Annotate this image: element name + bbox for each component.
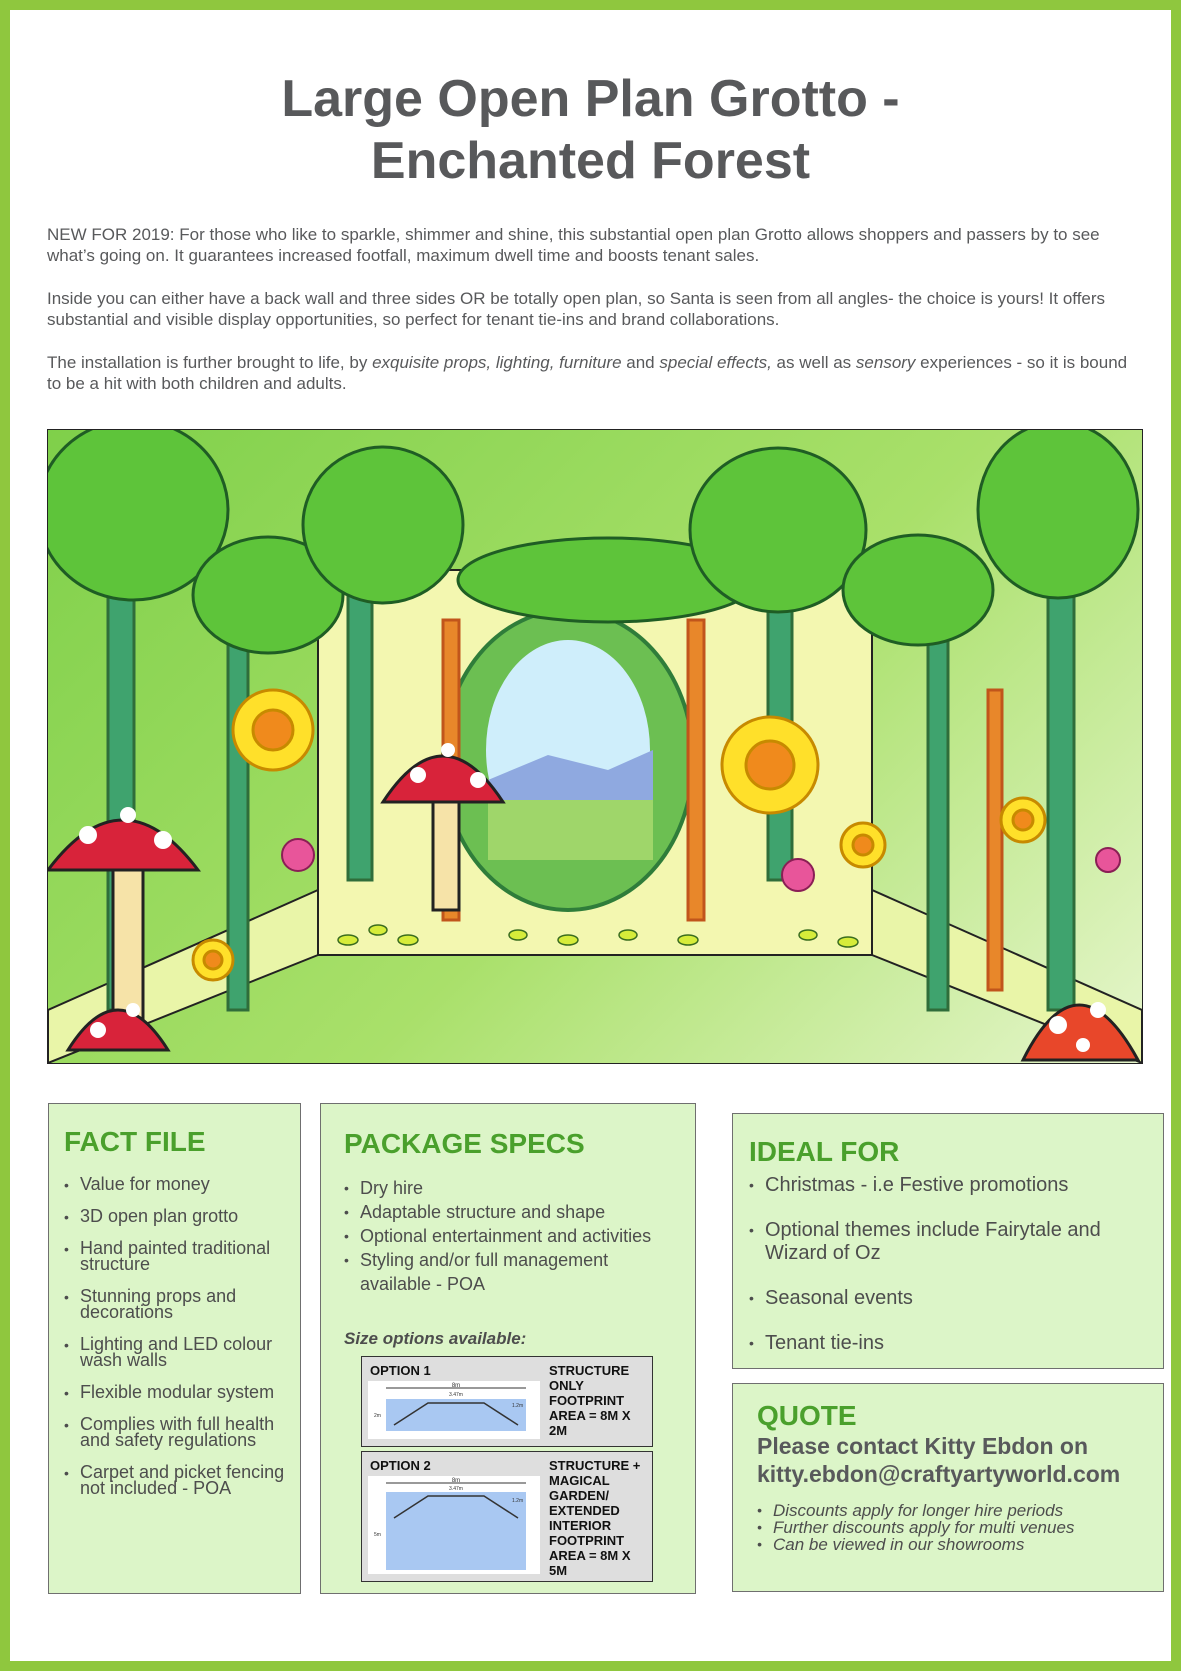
intro-italic-run: exquisite props, lighting, furniture [372, 353, 622, 372]
list-item: • Discounts apply for longer hire periods [757, 1502, 1157, 1519]
quote-panel [732, 1383, 1164, 1592]
intro-paragraph-3 [47, 352, 1137, 394]
list-item: • Styling and/or full management available - POA [344, 1248, 684, 1296]
list-item: • Further discounts apply for multi venues [757, 1519, 1157, 1536]
intro-text-run: and [621, 353, 660, 372]
size-option-2 [361, 1451, 653, 1582]
fact-file-list [64, 1176, 292, 1512]
intro-text-run: The installation is further brought to life, by [47, 353, 373, 372]
list-item: • Optional themes include Fairytale and Wizard of Oz [749, 1219, 1149, 1265]
list-item: • Stunning props and decorations [64, 1288, 292, 1320]
list-item: • 3D open plan grotto [64, 1208, 292, 1224]
plan-depth-label: 2m [374, 1413, 381, 1419]
fact-file-heading: FACT FILE [64, 1126, 206, 1157]
list-item: • Carpet and picket fencing not included - POA [64, 1464, 292, 1496]
page [10, 10, 1171, 1661]
intro-italic-run: special effects, [659, 353, 772, 372]
fact-file-panel [48, 1103, 301, 1594]
ideal-for-list [749, 1174, 1149, 1377]
option-description: STRUCTURE + MAGICAL GARDEN/ EXTENDED INTERIOR FOOTPRINT AREA = 8M X 5M [549, 1458, 641, 1578]
list-item: • Christmas - i.e Festive promotions [749, 1174, 1149, 1197]
list-item: • Can be viewed in our showrooms [757, 1536, 1157, 1553]
enchanted-forest-drawing [48, 430, 1142, 1063]
list-item: • Flexible modular system [64, 1384, 292, 1400]
plan-inner-label: 3.47m [449, 1486, 463, 1492]
contact-line: Please contact Kitty Ebdon on [757, 1433, 1088, 1459]
quote-notes-list [757, 1502, 1157, 1553]
intro-text-run: as well as [771, 353, 856, 372]
quote-heading: QUOTE [757, 1400, 857, 1431]
plan-side-label: 1.2m [512, 1403, 524, 1409]
plan-inner-label: 3.47m [449, 1392, 463, 1398]
ideal-for-heading: IDEAL FOR [749, 1136, 900, 1167]
contact-email-link[interactable]: kitty.ebdon@craftyartyworld.com [757, 1461, 1121, 1487]
size-option-1 [361, 1356, 653, 1447]
list-item: • Hand painted traditional structure [64, 1240, 292, 1272]
intro-paragraph-2: Inside you can either have a back wall and three sides OR be totally open plan, so Santa is seen from all angles- the choice is yours! It offers substantial and visible display opportunities, so perfect for tenant tie-ins and brand collaborations. [47, 289, 1106, 329]
intro-paragraph-1: NEW FOR 2019: For those who like to sparkle, shimmer and shine, this substantial open plan Grotto allows shoppers and passers by to see what’s going on. It guarantees increased footfall, maximum dwell time and boosts tenant sales. [47, 225, 1100, 265]
list-item: • Seasonal events [749, 1287, 1149, 1310]
option-label: OPTION 2 [370, 1458, 431, 1473]
plan-width-label: 8m [451, 1478, 461, 1484]
package-specs-panel [320, 1103, 696, 1594]
list-item: • Dry hire [344, 1176, 684, 1200]
plan-side-label: 1.2m [512, 1498, 524, 1504]
floor-plan-diagram [368, 1476, 540, 1574]
intro-italic-run: sensory [855, 353, 916, 372]
package-specs-list [344, 1176, 684, 1296]
ideal-for-panel [732, 1113, 1164, 1369]
size-options-title: Size options available: [344, 1329, 527, 1348]
contact-text [757, 1432, 1157, 1488]
title-line-2: Enchanted Forest [370, 132, 811, 190]
intro-text [47, 224, 1137, 416]
plan-width-label: 8m [451, 1383, 461, 1389]
page-title [10, 68, 1171, 192]
floor-plan-diagram [368, 1381, 540, 1439]
list-item: • Optional entertainment and activities [344, 1224, 684, 1248]
grotto-illustration [47, 429, 1143, 1064]
option-description: STRUCTURE ONLY FOOTPRINT AREA = 8M X 2M [549, 1363, 631, 1438]
plan-depth-label: 5m [374, 1532, 381, 1538]
list-item: • Adaptable structure and shape [344, 1200, 684, 1224]
package-specs-heading: PACKAGE SPECS [344, 1128, 585, 1159]
list-item: • Value for money [64, 1176, 292, 1192]
list-item: • Complies with full health and safety regulations [64, 1416, 292, 1448]
title-line-1: Large Open Plan Grotto - [281, 70, 900, 128]
list-item: • Tenant tie-ins [749, 1332, 1149, 1355]
option-label: OPTION 1 [370, 1363, 431, 1378]
intro-text-run: experiences - so it is bound to be a hit with both children and adults. [47, 353, 1128, 393]
list-item: • Lighting and LED colour wash walls [64, 1336, 292, 1368]
